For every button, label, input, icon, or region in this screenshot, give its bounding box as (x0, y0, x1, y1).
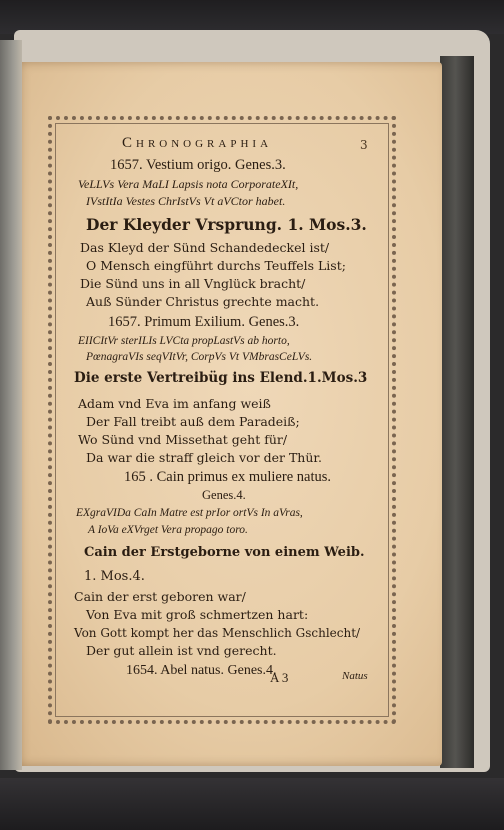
text-line: Wo Sünd vnd Missethat geht für/ (78, 432, 288, 447)
text-line: Von Gott kompt her das Menschlich Gschlecht/ (74, 626, 361, 640)
text-line: EXgraVIDa CaIn Matre est prIor ortVs In aVras, (76, 507, 303, 519)
text-line: 165 . Cain primus ex muliere natus. (124, 469, 331, 485)
background-top (0, 0, 504, 34)
text-line: Der gut allein ist vnd gerecht. (86, 643, 277, 658)
text-line: 1. Mos.4. (84, 569, 145, 584)
text-line: 1657. Vestium origo. Genes.3. (110, 157, 286, 173)
signature-mark: A 3 (270, 670, 289, 685)
text-line: Adam vnd Eva im anfang weiß (78, 396, 271, 411)
text-line: EIICItVr sterILIs LVCta propLastVs ab horto, (78, 335, 290, 347)
text-line: 1657. Primum Exilium. Genes.3. (108, 314, 300, 330)
text-line: Genes.4. (202, 488, 246, 502)
page-number: 3 (360, 138, 368, 152)
background-bottom (0, 778, 504, 830)
text-line: Das Kleyd der Sünd Schandedeckel ist/ (80, 240, 330, 255)
book-spine (0, 40, 22, 770)
text-line: Da war die straff gleich vor der Thür. (86, 450, 322, 465)
catchword: Natus (342, 670, 368, 682)
text-line: Auß Sünder Christus grechte macht. (86, 294, 320, 309)
text-line: O Mensch eingführt durchs Teuffels List; (86, 258, 346, 273)
text-line: Chronographia (122, 135, 273, 151)
text-line: 1654. Abel natus. Genes.4. (126, 663, 277, 678)
text-line: Die erste Vertreibüg ins Elend.1.Mos.3 (74, 370, 368, 386)
text-line: Von Eva mit groß schmertzen hart: (86, 607, 309, 622)
text-line: Cain der Erstgeborne von einem Weib. (84, 545, 365, 560)
text-line: A IoVa eXVrget Vera propago toro. (88, 524, 248, 536)
text-line: VeLLVs Vera MaLI Lapsis nota CorporateXIt, (78, 177, 299, 191)
page-block-edge (440, 56, 474, 768)
text-line: Die Sünd uns in all Vnglück bracht/ (80, 276, 306, 291)
text-line: Der Kleyder Vrsprung. 1. Mos.3. (86, 215, 367, 234)
text-line: Cain der erst geboren war/ (74, 589, 246, 604)
text-line: PœnagraVIs seqVItVr, CorpVs Vt VMbrasCeLVs. (86, 351, 313, 363)
text-line: IVstItIa Vestes ChrIstVs Vt aVCtor habet. (86, 194, 286, 208)
text-line: Der Fall treibt auß dem Paradeiß; (86, 414, 300, 429)
